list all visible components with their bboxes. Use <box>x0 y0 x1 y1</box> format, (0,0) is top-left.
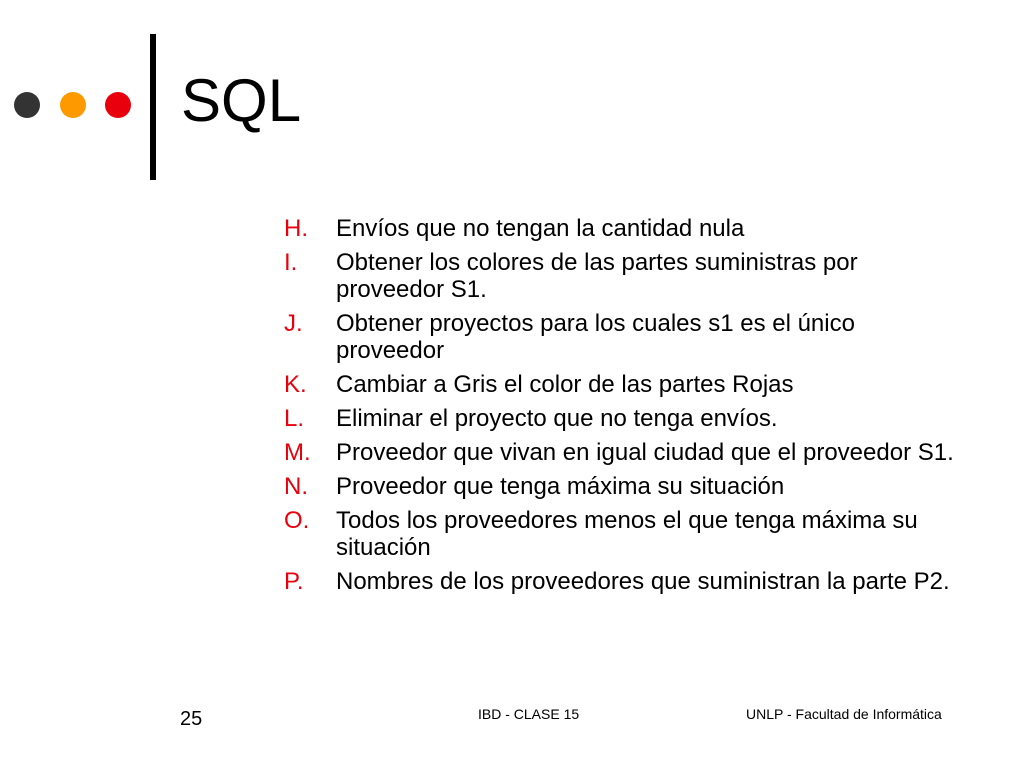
list-item-text: Obtener los colores de las partes suministras por proveedor S1. <box>336 249 858 303</box>
footer-faculty: UNLP - Facultad de Informática <box>746 706 942 722</box>
dot-red-icon <box>105 92 131 118</box>
list-item-text: Envíos que no tengan la cantidad nula <box>336 215 745 242</box>
list-item <box>284 405 964 432</box>
list-item-text: Proveedor que tenga máxima su situación <box>336 473 785 500</box>
list-item <box>284 371 964 398</box>
list-item <box>284 439 964 466</box>
list-item-letter: O. <box>284 507 310 534</box>
list-item-letter: J. <box>284 310 303 337</box>
dot-dark-icon <box>14 92 40 118</box>
list-item <box>284 507 964 561</box>
list-item <box>284 568 964 595</box>
list-item <box>284 249 964 303</box>
exercise-list <box>284 215 964 602</box>
list-item-text: Todos los proveedores menos el que tenga máxima su situación <box>336 507 918 561</box>
list-item <box>284 473 964 500</box>
list-item-letter: H. <box>284 215 308 242</box>
page-number: 25 <box>180 708 203 730</box>
list-item-letter: I. <box>284 249 298 276</box>
list-item <box>284 215 964 242</box>
list-item-text: Cambiar a Gris el color de las partes Rojas <box>336 371 794 398</box>
list-item-letter: L. <box>284 405 305 432</box>
footer-course: IBD - CLASE 15 <box>478 706 580 722</box>
title-divider <box>150 34 156 180</box>
slide-title: SQL <box>181 67 302 134</box>
list-item-letter: N. <box>284 473 308 500</box>
dot-orange-icon <box>60 92 86 118</box>
list-item-text: Eliminar el proyecto que no tenga envíos. <box>336 405 778 432</box>
list-item-text: Nombres de los proveedores que suministran la parte P2. <box>336 568 950 595</box>
list-item-text: Obtener proyectos para los cuales s1 es el único proveedor <box>336 310 855 364</box>
list-item <box>284 310 964 364</box>
list-item-letter: M. <box>284 439 311 466</box>
list-item-letter: P. <box>284 568 304 595</box>
list-item-text: Proveedor que vivan en igual ciudad que el proveedor S1. <box>336 439 954 466</box>
list-item-letter: K. <box>284 371 307 398</box>
decorative-dots <box>14 92 134 120</box>
